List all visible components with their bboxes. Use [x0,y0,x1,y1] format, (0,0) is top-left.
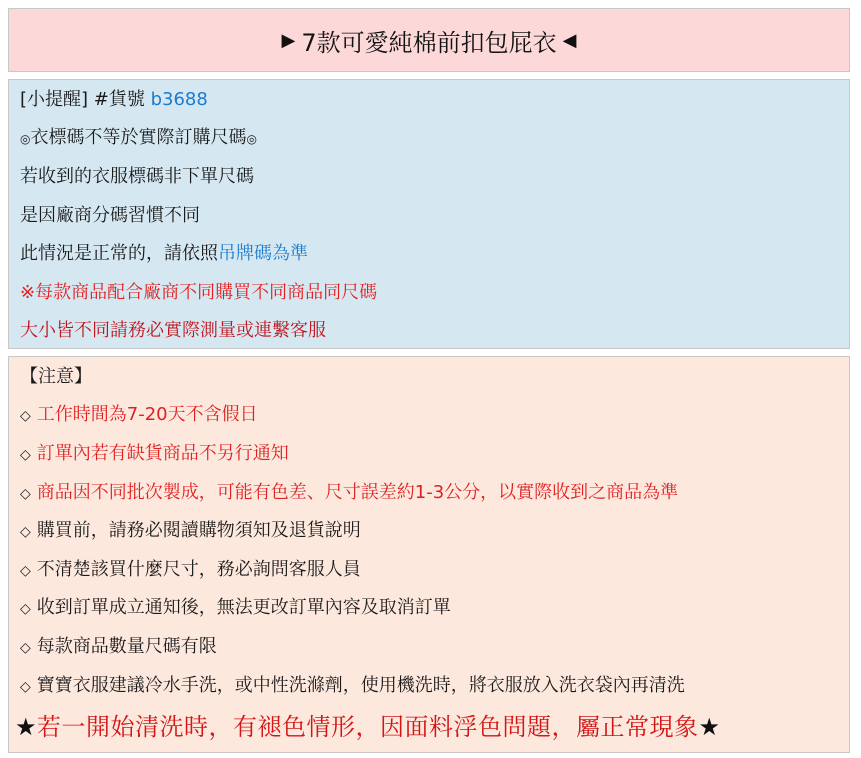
wash-warning [15,712,721,742]
notice-item-text: 不清楚該買什麼尺寸，務必詢問客服人員 [36,559,361,580]
diamond-bullet-icon: ◇ [20,640,31,656]
diamond-bullet-icon: ◇ [20,563,31,579]
notice-item-text: 寶寶衣服建議冷水手洗，或中性洗滌劑，使用機洗時，將衣服放入洗衣袋內再清洗 [36,675,685,696]
notice-item-text: 購買前，請務必閱讀購物須知及退貨說明 [36,520,361,541]
circle-mark-icon: ◎ [20,132,31,146]
star-icon: ★ [698,713,721,741]
diamond-bullet-icon: ◇ [20,408,31,424]
list-item [20,403,258,428]
circle-mark-icon: ◎ [246,132,257,146]
reminder-line-4: 是因廠商分碼習慣不同 [20,205,200,226]
notice-item-text: 訂單內若有缺貨商品不另行通知 [36,443,289,464]
reminder-line-5-text: 此情況是正常的，請依照 [20,243,218,264]
star-icon: ★ [15,713,38,741]
notice-item-text: 每款商品數量尺碼有限 [36,636,217,657]
notice-item-text: 工作時間為7-20天不含假日 [36,404,258,425]
list-item [20,635,217,660]
list-item [20,558,361,583]
list-item [20,442,289,467]
diamond-bullet-icon: ◇ [20,486,31,502]
tag-size-highlight: 吊牌碼為準 [218,243,308,264]
reminder-size-tag-line [20,126,257,151]
notice-item-text: 商品因不同批次製成，可能有色差、尺寸誤差約1-3公分，以實際收到之商品為準 [36,482,679,503]
diamond-bullet-icon: ◇ [20,601,31,617]
reminder-line-5 [20,242,308,266]
list-item [20,674,685,699]
wash-warning-text: 若一開始清洗時，有褪色情形，因面料浮色問題，屬正常現象 [37,713,699,741]
title-banner [8,8,850,72]
notice-section [8,356,850,753]
notice-heading: 【注意】 [20,366,92,387]
right-triangle-icon: ▶ [281,29,296,51]
page-title: 7款可愛純棉前扣包屁衣 [301,28,557,57]
reminder-item-code-line [20,88,208,112]
list-item [20,519,361,544]
reminder-section [8,79,850,349]
reminder-label: [小提醒] #貨號 [20,89,145,110]
list-item [20,596,451,621]
list-item [20,481,678,506]
reminder-size-tag-text: 衣標碼不等於實際訂購尺碼 [30,127,247,148]
item-code: b3688 [150,89,208,110]
left-triangle-icon: ◀ [562,29,577,51]
diamond-bullet-icon: ◇ [20,447,31,463]
reminder-line-3: 若收到的衣服標碼非下單尺碼 [20,166,254,187]
diamond-bullet-icon: ◇ [20,524,31,540]
reminder-line-7: 大小皆不同請務必實際測量或連繫客服 [20,320,326,341]
diamond-bullet-icon: ◇ [20,679,31,695]
reminder-line-6: ※每款商品配合廠商不同購買不同商品同尺碼 [20,282,378,303]
notice-item-text: 收到訂單成立通知後，無法更改訂單內容及取消訂單 [36,597,451,618]
